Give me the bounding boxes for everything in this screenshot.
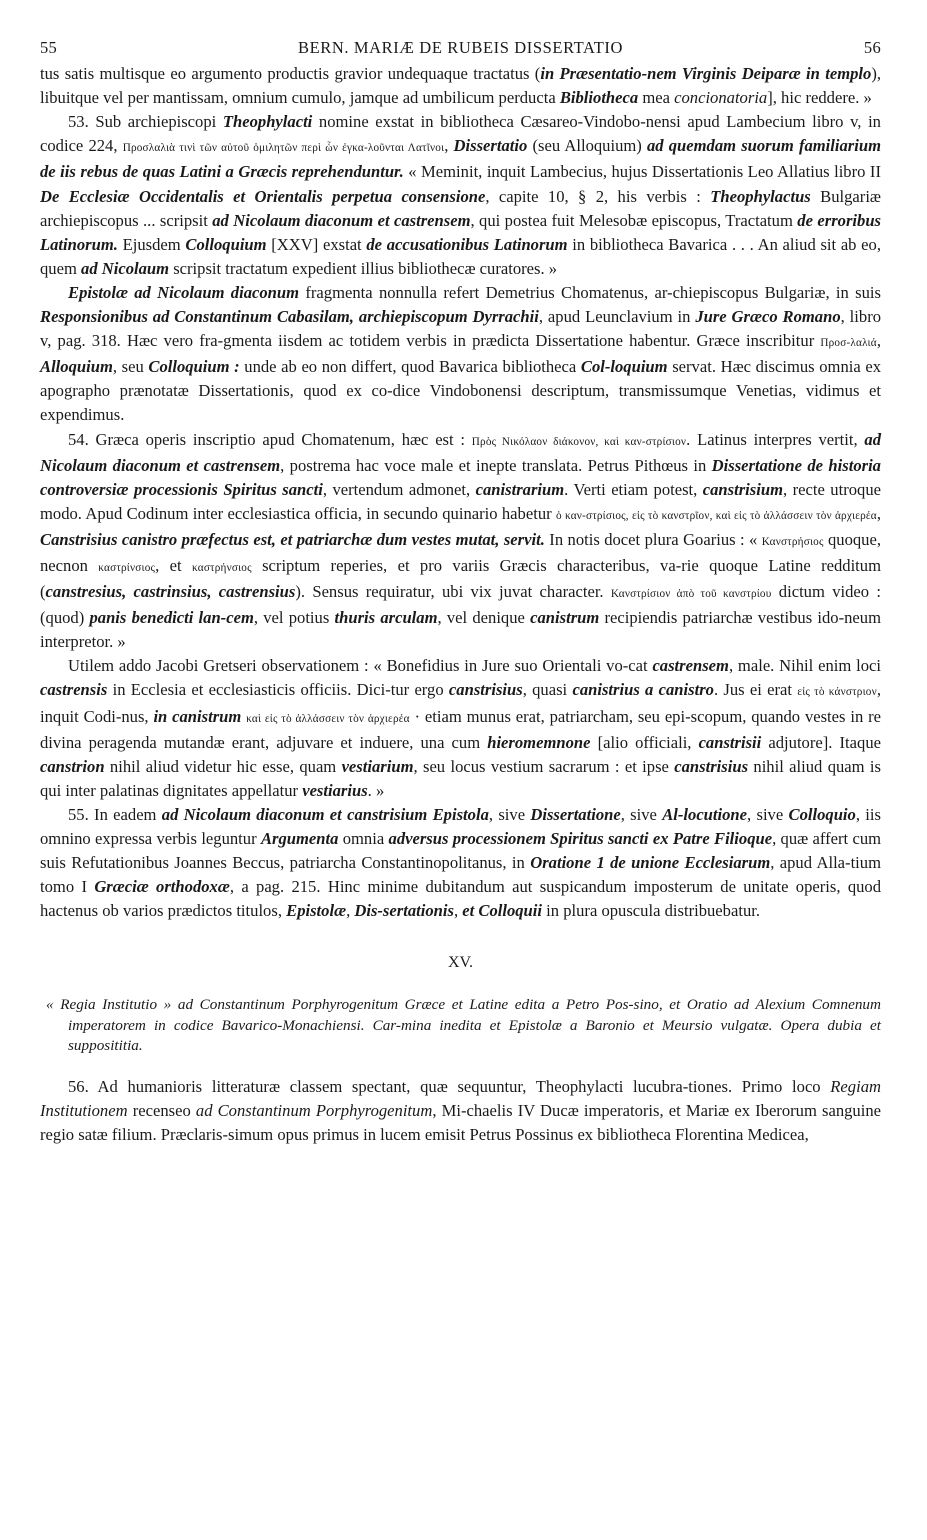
text-run: , quasi — [522, 680, 573, 700]
text-run: , a pag. 215. Hinc minime dubitandum aut suspicandum imposterum de unitate operis, quod hactenus ob varios prædictos titulos, — [40, 877, 882, 921]
text-run: nihil aliud videtur hic esse, quam — [104, 756, 342, 776]
emphasis-text: Al-locutione — [662, 804, 748, 824]
emphasis-text: Theophylactus — [710, 186, 811, 206]
italic-text: Regiam Institutionem — [40, 1076, 881, 1121]
text-run: , apud Leunclavium in — [538, 307, 696, 327]
text-run: , vertendum admonet, — [322, 479, 476, 499]
text-run: unde ab eo non differt, quod Bavarica bibliotheca — [239, 357, 581, 377]
emphasis-text: Colloquio — [788, 804, 856, 824]
paragraph-55 — [40, 803, 881, 923]
emphasis-text: Theophylacti — [222, 112, 313, 132]
text-run: in bibliotheca Bavarica . . . An aliud sit ab eo, quem — [40, 234, 881, 278]
emphasis-text: canstrisius — [674, 756, 749, 776]
text-run: scripsit tractatum expedient illius bibliothecæ curatores. » — [169, 258, 558, 278]
text-run: 54. Græca operis inscriptio apud Chomatenum, hæc est : — [68, 429, 472, 449]
emphasis-text: ad Nicolaum diaconum et canstrisium Epistola — [161, 804, 489, 824]
section-number: XV. — [447, 954, 474, 972]
text-run: fragmenta nonnulla refert Demetrius Chomatenus, ar-chiepiscopus Bulgariæ, in suis — [299, 282, 881, 302]
text-run: 55. In eadem — [68, 804, 162, 824]
emphasis-text: canistrius a canistro — [572, 680, 714, 700]
greek-text: Πρὸς Νικόλαον διάκονον, καὶ καν-στρίσιον — [471, 435, 687, 448]
text-run: (seu Alloquium) — [527, 136, 647, 156]
text-run: , — [444, 136, 454, 156]
emphasis-text: canistrum — [530, 608, 600, 628]
emphasis-text: Epistolæ — [286, 901, 347, 921]
emphasis-text: canstrisii — [698, 732, 762, 752]
emphasis-text: Colloquium — [185, 234, 267, 254]
emphasis-text: in canistrum — [153, 706, 242, 726]
text-run: , sive — [488, 804, 531, 824]
page-number-left: 55 — [40, 38, 58, 57]
emphasis-text: Jure Græco Romano — [695, 307, 841, 327]
page-number-right: 56 — [863, 38, 881, 57]
text-run: , qui postea fuit Melesobæ episcopus, Tractatum — [470, 210, 798, 230]
running-head — [40, 36, 881, 60]
text-run: . » — [367, 780, 385, 800]
text-run: in plura opuscula distribuebatur. — [542, 901, 760, 921]
text-run: , et — [155, 555, 193, 575]
text-run: . Verti etiam potest, — [564, 479, 703, 499]
paragraph-53 — [40, 110, 881, 281]
text-run: omnia — [338, 829, 389, 848]
emphasis-text: Græciæ orthodoxæ — [94, 877, 230, 897]
emphasis-text: canstresius, castrinsius, castrensius — [45, 582, 296, 602]
emphasis-text: Epistolæ ad Nicolaum diaconum — [68, 282, 300, 302]
emphasis-text: castrensis — [40, 680, 108, 700]
emphasis-text: ad Nicolaum — [81, 258, 170, 278]
emphasis-text: canstrisium — [702, 479, 783, 499]
text-run: , sive — [747, 804, 789, 824]
greek-text: Προσλαλιὰ τινὶ τῶν αὐτοῦ ὁμιλητῶν περὶ ὧν ἐγκα-λοῦνται Λατῖνοι — [122, 142, 445, 155]
text-run: dictum video : (quod) — [40, 582, 882, 628]
text-run: quoque, necnon — [40, 529, 881, 575]
text-run: in Ecclesia et ecclesiasticis officiis. Dici-tur ergo — [107, 680, 449, 700]
text-run: , vel denique — [437, 608, 531, 628]
text-run: Bulgariæ archiepiscopus ... scripsit — [40, 186, 881, 230]
emphasis-text: Colloquium : — [148, 357, 240, 377]
emphasis-text: in Præsentatio-nem Virginis Deiparæ in templo — [540, 64, 872, 84]
text-run: ). Sensus requiratur, ubi vix juvat character. — [295, 582, 611, 602]
text-run: , capite 10, § 2, his verbis : — [485, 186, 711, 206]
greek-text: εἰς τὸ κάνστριον — [797, 686, 877, 699]
emphasis-text: thuris arculam — [334, 608, 438, 628]
text-run: , recte utroque modo. Apud Codinum inter ecclesiastica officia, in secundo quinario habetur — [40, 479, 881, 523]
text-run: , iis omnino expressa verbis leguntur — [40, 804, 881, 848]
emphasis-text: hieromemnone — [487, 732, 591, 752]
text-run: , sive — [620, 804, 663, 824]
text-run: « Meminit, inquit Lambecius, hujus Dissertationis Leo Allatius libro II — [403, 162, 881, 182]
text-run: , — [876, 503, 882, 523]
emphasis-text: castrensem — [652, 656, 729, 676]
emphasis-text: Responsionibus ad Constantinum Cabasilam, archiepiscopum Dyrrachii — [40, 307, 539, 327]
text-run: scriptum reperies, et pro variis Græcis characteribus, va-rie quoque Latine redditum ( — [40, 555, 881, 602]
emphasis-text: Bibliotheca — [559, 88, 639, 108]
paragraph-54 — [40, 428, 881, 655]
text-run: 53. Sub archiepiscopi — [68, 112, 223, 132]
emphasis-text: Canstrisius canistro præfectus est, et patriarchæ dum vestes mutat, servit. — [40, 529, 545, 549]
text-run: ), libuitque vel per mantissam, omnium cumulo, jamque ad umbilicum perducta — [40, 64, 881, 108]
greek-text: Κανστρίσιον ἀπὸ τοῦ κανστρίου — [610, 588, 772, 601]
text-run: recipiendis patriarchæ vestibus ido-neum interpretor. » — [40, 608, 881, 652]
emphasis-text: Dis-sertationis — [354, 901, 454, 921]
emphasis-text: Dissertatione — [530, 804, 621, 824]
emphasis-text: Argumenta — [260, 829, 339, 848]
paragraph-56 — [40, 1075, 881, 1147]
text-run: , apud Alla-tium tomo I — [40, 853, 881, 897]
emphasis-text: Oratione 1 de unione Ecclesiarum — [530, 853, 771, 873]
emphasis-text: Dissertatione de historia controversiæ processionis Spiritus sancti — [40, 455, 881, 499]
text-run: Ejusdem — [117, 234, 186, 254]
text-run: , — [346, 901, 355, 921]
text-run: . Jus ei erat — [713, 680, 798, 700]
emphasis-text: ad quemdam suorum familiarium de iis rebus de quas Latini a Græcis reprehenduntur. — [40, 136, 882, 182]
emphasis-text: adversus processionem Spiritus sancti ex Patre Filioque — [388, 829, 773, 848]
emphasis-text: Alloquium — [40, 357, 113, 377]
emphasis-text: Dissertatio — [453, 136, 528, 156]
emphasis-text: canstrisius — [448, 680, 523, 700]
emphasis-text: de accusationibus Latinorum — [366, 234, 568, 254]
emphasis-text: ad Nicolaum diaconum et castrensem — [40, 429, 881, 475]
text-run: , seu locus vestium sacrarum : et ipse — [413, 756, 675, 776]
text-run: , quæ affert cum suis Refutationibus Joannes Beccus, patriarcha Constantinopolitanus, in — [40, 829, 882, 873]
text-run: , Mi-chaelis IV Ducæ imperatoris, et Mariæ ex Iberorum sanguine regio satæ filium. Præclaris-simum opus primus in lucem emisit Petrus Possinus ex bibliotheca Florentina Medicea, — [40, 1101, 881, 1145]
greek-text: καστρήνσιος — [192, 561, 252, 574]
greek-text: καστρίνσιος — [98, 561, 156, 574]
text-run: nomine exstat in bibliotheca Cæsareo-Vindobo-nensi apud Lambecium libro v, in codice 224, — [40, 112, 881, 156]
text-run: , libro v, pag. 318. Hæc vero fra-gmenta iisdem ac totidem verbis in prædicta Dissertatione habentur. Græce inscribitur — [40, 307, 882, 351]
text-run: , seu — [112, 357, 149, 377]
text-run: [XXV] exstat — [266, 234, 367, 254]
text-run: , inquit Codi-nus, — [40, 680, 881, 726]
emphasis-text: canistrarium — [475, 479, 565, 499]
paragraph-53-continued — [40, 281, 881, 428]
greek-text: καὶ εἰς τὸ ἀλλάσσειν τὸν ἀρχιερέα — [246, 712, 410, 725]
text-run: , postrema hac voce male et inepte translata. Petrus Pithœus in — [280, 455, 712, 475]
greek-text: ὁ καν-στρίσιος, εἰς τὸ κανστρῖον, καὶ εἰς τὸ ἀλλάσσειν τὸν ἀρχιερέα — [556, 509, 877, 522]
text-run: servat. Hæc discimus omnia ex apographo prænotatæ Dissertationis, quod ex co-dice Vindobonensi descriptum, transmissumque Venetias, vidimus et expendimus. — [40, 357, 881, 425]
emphasis-text: de erroribus Latinorum. — [40, 210, 882, 254]
text-run: ], hic reddere. » — [767, 88, 872, 108]
text-run: 56. Ad humanioris litteraturæ classem spectant, quæ sequuntur, Theophylacti lucubra-tiones. Primo loco — [68, 1076, 831, 1096]
emphasis-text: panis benedicti lan-cem — [89, 608, 254, 628]
text-run: , — [876, 331, 881, 351]
text-run: . Latinus interpres vertit, — [686, 429, 865, 449]
emphasis-text: et Colloquii — [462, 901, 543, 921]
text-run: , vel potius — [253, 608, 335, 628]
section-summary — [40, 995, 881, 1057]
text-run: , — [453, 901, 463, 921]
text-run: Utilem addo Jacobi Gretseri observationem : « Bonefidius in Jure suo Orientali vo-cat — [68, 656, 653, 676]
paragraph-54-continued — [40, 654, 881, 803]
emphasis-text: vestiarium — [341, 756, 414, 776]
section-summary-text: « Regia Institutio » ad Constantinum Porphyrogenitum Græce et Latine edita a Petro Pos-sino, et Oratio ad Alexium Comnenum imperatorem in codice Bavarico-Monachiensi. Car-mina inedita et Epistolæ a Baronio et Meursio vulgatæ. Opera dubia et supposititia. — [46, 996, 881, 1055]
italic-text: ad Constantinum Porphyrogenitum — [195, 1101, 433, 1121]
emphasis-text: ad Nicolaum diaconum et castrensem — [212, 210, 471, 230]
greek-text: Προσ-λαλιά — [820, 337, 877, 350]
emphasis-text: De Ecclesiæ Occidentalis et Orientalis perpetua consensione — [40, 186, 486, 206]
text-run: adjutore]. Itaque — [761, 732, 881, 752]
emphasis-text: canstrion — [40, 756, 105, 776]
paragraph-continuation — [40, 62, 881, 110]
emphasis-text: vestiarius — [302, 780, 368, 800]
text-run: In notis docet plura Goarius : « — [544, 529, 762, 549]
greek-text: Κανστρήσιος — [761, 535, 824, 548]
text-run: tus satis multisque eo argumento productis gravior undequaque tractatus ( — [40, 64, 541, 84]
running-title: BERN. MARIÆ DE RUBEIS DISSERTATIO — [297, 38, 624, 57]
text-run: · etiam munus erat, patriarcham, seu epi-scopum, quando vestes in re divina peragenda mutandæ erant, adjuvare et induere, una cum — [40, 706, 881, 752]
text-run: nihil aliud quam is qui inter palatinas dignitates appellatur — [40, 756, 881, 800]
emphasis-text: Col-loquium — [580, 357, 668, 377]
text-run: recenseo — [127, 1101, 196, 1121]
text-run: mea — [638, 88, 675, 108]
italic-text: concionatoria — [674, 88, 768, 108]
text-run: [alio officiali, — [590, 732, 699, 752]
text-run: , male. Nihil enim loci — [728, 656, 881, 676]
